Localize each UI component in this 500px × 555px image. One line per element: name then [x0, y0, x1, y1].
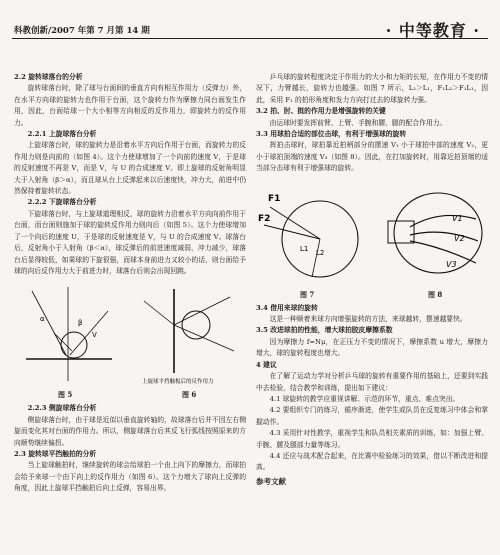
f1-label: F1 [268, 193, 281, 204]
heading-2-2: 2.2 旋转球落台的分析 [14, 73, 83, 81]
paddle-outline [394, 193, 482, 273]
figure-row-7-8 [256, 181, 488, 301]
header-rule [12, 38, 488, 39]
figure-row-5-6 [14, 281, 246, 401]
incident-path [32, 291, 66, 355]
v1-label: V1 [452, 213, 463, 223]
para-2-2-2: 下旋球落台时，与上旋球道理相反，球的旋转力沿着水平方向向前作用于台面，而台面则施加于球的旋转反作用力则向后（如图 5）。这个力使球增加了一个向后的速度 U，于是球的反射速度是 V，与 U 的合成速度 V。球落台后，反射角小于入射角（β＜α），球反弹后的前进速度减弱，冲力减少，球落台后显得较低，如果球的下旋很强，而球本身前进力又较小的话，则台面给予球的向后反作用力大于前进力时，球落台后则会出现回跳。 [14, 209, 246, 275]
figure-5-caption: 图 5 [58, 390, 73, 400]
heading-4: 4 建议 [256, 360, 277, 369]
heading-3-4: 3.4 借用来球的旋转 [256, 303, 318, 312]
para-3-5: 因为摩擦力 f=Nμ，在正压力不变的情况下，摩擦系数 u 增大，摩擦力增大，球的旋转程度也增大。 [256, 337, 488, 358]
heading-2-2-2: 2.2.2 下旋球落台分析 [27, 198, 97, 207]
para-3-3: 挥拍击球时，球拍靠近拍柄部分的摆速 V₁ 小于球拍中部的速度 V₂，更小于球拍顶端的速度 V₃（如图 8）。因此，在打加旋转时，用靠近拍顶端的适当部分击球有利于增强球的旋转。 [256, 141, 488, 173]
alpha-label: α [40, 315, 45, 324]
suggestion-4-1: 4.1 球旋转的教学应重视讲解、示范的环节，重点、难点突出。 [269, 394, 460, 403]
ball-circle [61, 332, 87, 358]
heading-2-2-1: 2.2.1 上旋球落台分析 [27, 130, 97, 139]
figure-7-caption: 图 7 [300, 289, 315, 299]
figure-5-diagram [18, 281, 118, 389]
left-column [14, 72, 246, 495]
page-header [0, 0, 500, 40]
para-2-2: 旋转球落台时，除了球与台面间的垂直方向有相互作用力（反弹力）外，在水平方向球的旋转力也作用于台面，这个旋转力作为摩擦力同台面发生作用，因此，台面给球一个大小相等方向相反的反作用力，即旋转力的反作用力。 [14, 84, 246, 127]
section-title: · 中等教育 · [385, 21, 480, 40]
para-4: 在了解了运动力学对分析乒乓球的旋转有重要作用的基础上，还要到实践中去检验，结合教学和训练，提出如下建议： [256, 372, 488, 392]
l2-label: L2 [316, 248, 325, 257]
para-intro: 乒乓球的旋转程度决定于作用力的大小和力矩的长短，在作用力不变的情况下，力臂越长，旋转力也越强。如图 7 所示，L₂＞L₁，F₁L₂＞F₁L₁，因此，采用 F₁ 的拍形角度和发力方向打过去的球旋转力强。 [256, 73, 488, 104]
paddle-handle [388, 221, 414, 243]
figure-7-diagram [256, 181, 366, 289]
heading-3-2: 3.2 拍、肘、挺的作用力是增强旋转的关键 [256, 107, 386, 116]
v3-label: V3 [446, 259, 457, 269]
para-3-2: 由运球时要发挥前臂、上臂、手腕和腰、腿的配合作用力。 [269, 118, 447, 127]
v-label: V [92, 331, 97, 340]
suggestion-4-2: 4.2 要组织专门的练习，循序渐进，使学生或队员在反复练习中体会和掌握动作。 [256, 406, 488, 426]
heading-2-3: 2.3 旋转球平挡触拍的分析 [14, 449, 97, 458]
reflect-path [70, 311, 108, 355]
beta-label: β [78, 319, 83, 328]
figure-6-caption: 图 6 [182, 390, 197, 400]
para-2-2-3: 侧旋球落台时，由于球是近似以垂直旋转轴的，故球落台后并不因左右侧旋而变化其对台面的作用力。所以，侧旋球落台后其反飞行弧线按照原来的方向顺势继续偏拐。 [14, 415, 246, 447]
para-2-2-1: 上旋球落台时，球的旋转力是沿着水平方向后作用于台面，而旋转力的反作用力则是向前的（如图 4）。这个力使球增加了一个向前的速度 V，于是球的反射速度不再是 V，而是 V，与 U 的合成速度 V。即上旋球的反射角明显大于入射角（β＞α），而且球从台上反弹起来以后速度快，冲力大，前进中仍然保持着旋转状态。 [14, 141, 246, 196]
journal-issue: 科教创新/2007 年第 7 月第 14 期 [14, 26, 150, 36]
para-2-3: 当上旋球触拍时，继续旋转的球会给球拍一个由上向下的摩擦力，而球拍会给予来球一个由下向上的反作用力（如图 6）。这个力增大了球向上反弹的角度，因此上旋球平挡触拍后向上反弹，容易出界。 [14, 461, 246, 493]
f2-label: F2 [258, 213, 271, 224]
heading-3-5: 3.5 改进球拍的性能，增大球拍胶皮摩擦系数 [256, 326, 393, 335]
para-3-4: 这是一种顺着来球方向增强旋转的方法，来球越转，摆速越要快。 [269, 315, 467, 324]
figure-8-caption: 图 8 [428, 289, 443, 299]
suggestion-4-4: 4.4 还应与战术配合起来，在比赛中检验练习的效果，借以不断改进和提高。 [256, 451, 488, 472]
references-heading: 参考文献 [256, 476, 286, 486]
right-column [256, 72, 488, 487]
figure-8-diagram [380, 181, 490, 289]
figure-6-sublabel: 上旋球平挡触板后的反作用力 [142, 379, 214, 386]
heading-2-2-3: 2.2.3 侧旋球落台分析 [27, 404, 97, 413]
heading-3-3: 3.3 用球拍合适的部位击球，有利于增强球的旋转 [256, 130, 407, 139]
figure-6-diagram [134, 281, 244, 389]
suggestion-4-3: 4.3 采用针对性教学，重视学生和队员相关素质的训练，如：加强上臂、手腕、腰及腿部力量等练习。 [256, 429, 488, 449]
l1-label: L1 [300, 244, 309, 253]
v2-label: V2 [454, 233, 465, 243]
